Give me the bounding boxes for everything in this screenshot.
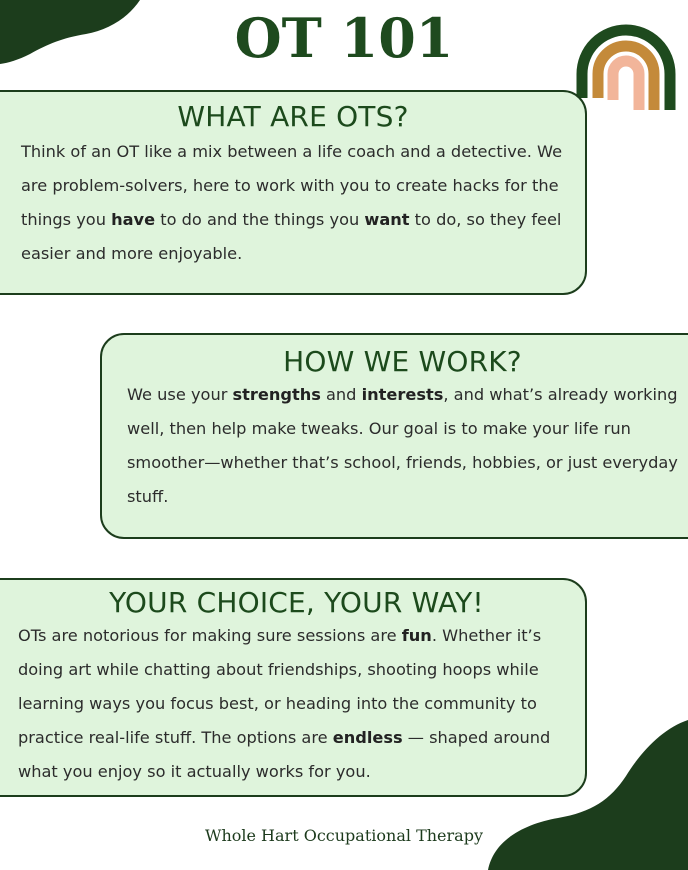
emphasis-text: fun — [401, 626, 432, 645]
emphasis-text: interests — [361, 385, 444, 404]
body-text: . Whether it’s doing art while chatting about friendships, shooting hoops while learning ways you focus best, or heading into the community to practice real-life stuff. The options are — [18, 626, 542, 747]
body-text: Think of an OT like a mix between a life coach and a detective. We are problem-solvers, here to work with you to create hacks for the things you — [21, 142, 563, 229]
body-text: OTs are notorious for making sure sessions are — [18, 626, 402, 645]
section-how-we-work — [100, 333, 688, 539]
body-text: to do and the things you — [155, 210, 365, 229]
page-title: OT 101 — [234, 6, 454, 70]
section-body — [18, 619, 575, 789]
section-heading: YOUR CHOICE, YOUR WAY! — [109, 586, 484, 619]
section-body — [21, 135, 565, 271]
body-text: and — [320, 385, 362, 404]
section-body — [127, 378, 678, 514]
body-text: to do, so they feel easier and more enjoyable. — [21, 210, 562, 263]
section-heading: HOW WE WORK? — [283, 345, 522, 378]
body-text: , and what’s already working well, then help make tweaks. Our goal is to make your life run smoother—whether that’s school, friends, hobbies, or just everyday stuff. — [127, 385, 678, 506]
section-your-choice — [0, 578, 587, 797]
body-text: — shaped around what you enjoy so it actually works for you. — [18, 728, 551, 781]
emphasis-text: strengths — [232, 385, 321, 404]
section-heading: WHAT ARE OTS? — [177, 100, 409, 133]
emphasis-text: want — [364, 210, 410, 229]
emphasis-text: endless — [332, 728, 403, 747]
body-text: We use your — [127, 385, 233, 404]
emphasis-text: have — [111, 210, 156, 229]
footer-brand: Whole Hart Occupational Therapy — [205, 826, 483, 845]
section-what-are-ots — [0, 90, 587, 295]
